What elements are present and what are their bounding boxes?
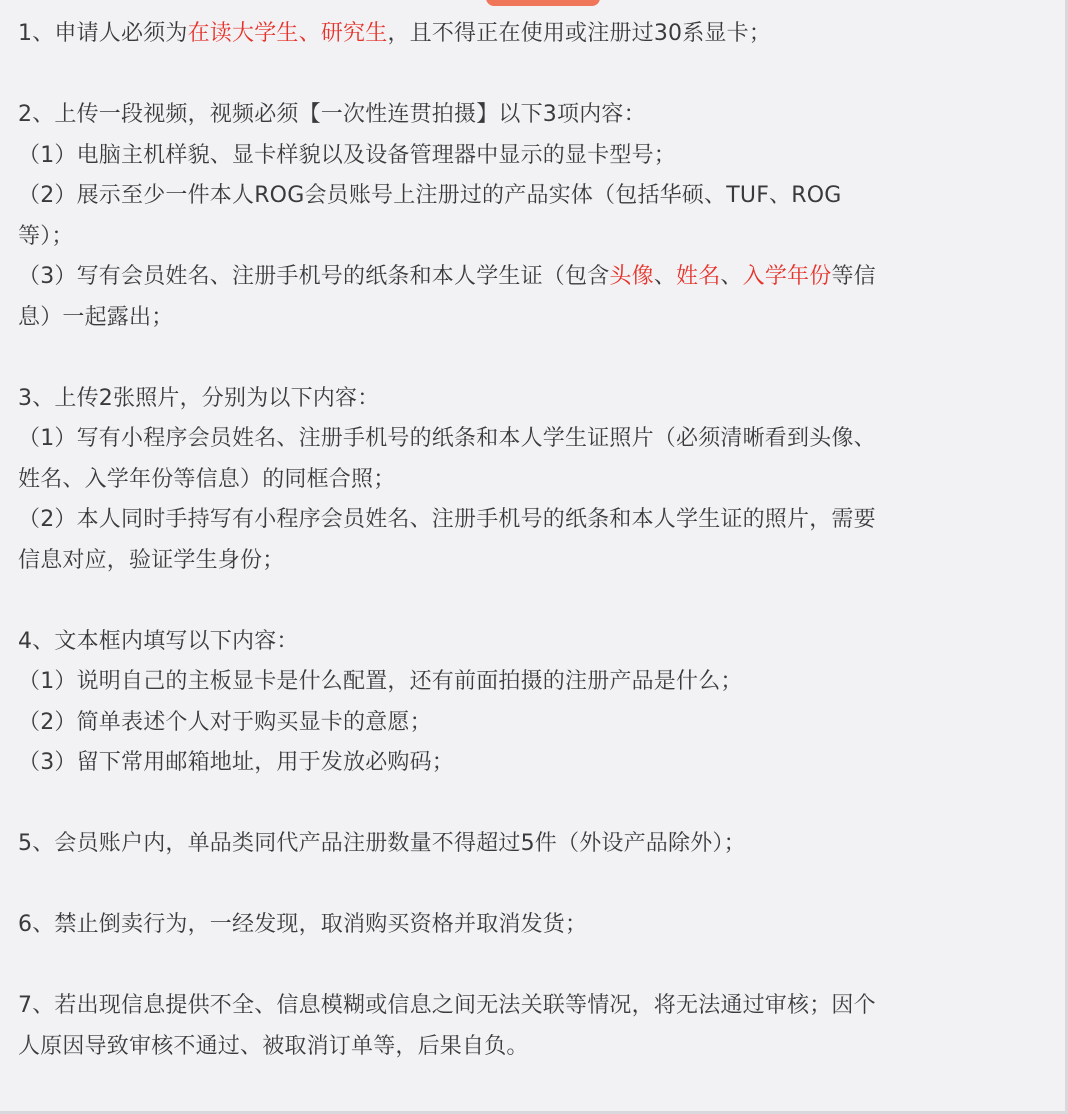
rule-6: 6、禁止倒卖行为，一经发现，取消购买资格并取消发货； xyxy=(18,912,588,937)
rule-4-item-1: （1）说明自己的主板显卡是什么配置，还有前面拍摄的注册产品是什么； xyxy=(18,669,743,694)
rule-2-heading: 2、上传一段视频，视频必须【一次性连贯拍摄】以下3项内容： xyxy=(18,102,646,127)
rule-2-highlight-name: 姓名 xyxy=(676,264,721,289)
rule-2-highlight-year: 入学年份 xyxy=(742,264,832,289)
rule-3-item-2-cont: 信息对应，验证学生身份； xyxy=(18,547,285,573)
rule-2-item-3-sep-2: 、 xyxy=(720,264,743,289)
rule-1-text-a: 1、申请人必须为 xyxy=(18,21,188,46)
rule-1-highlight-postgrad: 研究生 xyxy=(320,21,388,46)
rule-3-heading: 3、上传2张照片，分别为以下内容： xyxy=(18,385,380,411)
rule-1-highlight-sep: 、 xyxy=(298,21,321,46)
rule-7: 7、若出现信息提供不全、信息模糊或信息之间无法关联等情况，将无法通过审核；因个 xyxy=(18,993,876,1018)
spacer xyxy=(18,784,1064,825)
rule-4-heading: 4、文本框内填写以下内容： xyxy=(18,628,299,654)
rule-3-item-2: （2）本人同时手持写有小程序会员姓名、注册手机号的纸条和本人学生证的照片，需要 xyxy=(18,507,876,532)
rule-4-item-2: （2）简单表述个人对于购买显卡的意愿； xyxy=(18,709,432,735)
rule-3-item-1-cont: 姓名、入学年份等信息）的同框合照； xyxy=(18,466,396,492)
rule-2-item-3 xyxy=(18,257,1064,298)
rule-2-item-2: （2）展示至少一件本人ROG会员账号上注册过的产品实体（包括华硕、TUF、ROG xyxy=(18,183,842,208)
rule-2-item-3-text-a: （3）写有会员姓名、注册手机号的纸条和本人学生证（包含 xyxy=(18,264,610,289)
spacer xyxy=(18,338,1064,379)
rule-2-item-2-cont: 等）； xyxy=(18,223,74,249)
rule-1-highlight-undergrad: 在读大学生 xyxy=(187,21,299,46)
rule-4-item-3: （3）留下常用邮箱地址，用于发放必购码； xyxy=(18,750,454,775)
rule-2-item-3-cont: 息）一起露出； xyxy=(18,304,174,330)
rule-1-text-c: ，且不得正在使用或注册过30系显卡； xyxy=(387,21,772,46)
spacer xyxy=(18,865,1064,906)
spacer xyxy=(18,581,1064,622)
spacer xyxy=(18,55,1064,96)
rule-2-item-3-sep-1: 、 xyxy=(653,264,677,289)
rule-3-item-1: （1）写有小程序会员姓名、注册手机号的纸条和本人学生证照片（必须清晰看到头像、 xyxy=(18,426,876,451)
top-tab-marker xyxy=(486,0,600,6)
rules-document xyxy=(18,14,1064,1067)
rule-7-cont: 人原因导致审核不通过、被取消订单等，后果自负。 xyxy=(18,1033,529,1059)
rule-1 xyxy=(18,14,1064,55)
rule-2-highlight-avatar: 头像 xyxy=(609,264,654,289)
spacer xyxy=(18,946,1064,987)
rule-2-item-1: （1）电脑主机样貌、显卡样貌以及设备管理器中显示的显卡型号； xyxy=(18,142,676,168)
rule-2-item-3-text-d: 等信 xyxy=(831,264,876,289)
rule-5: 5、会员账户内，单品类同代产品注册数量不得超过5件（外设产品除外）； xyxy=(18,831,746,856)
